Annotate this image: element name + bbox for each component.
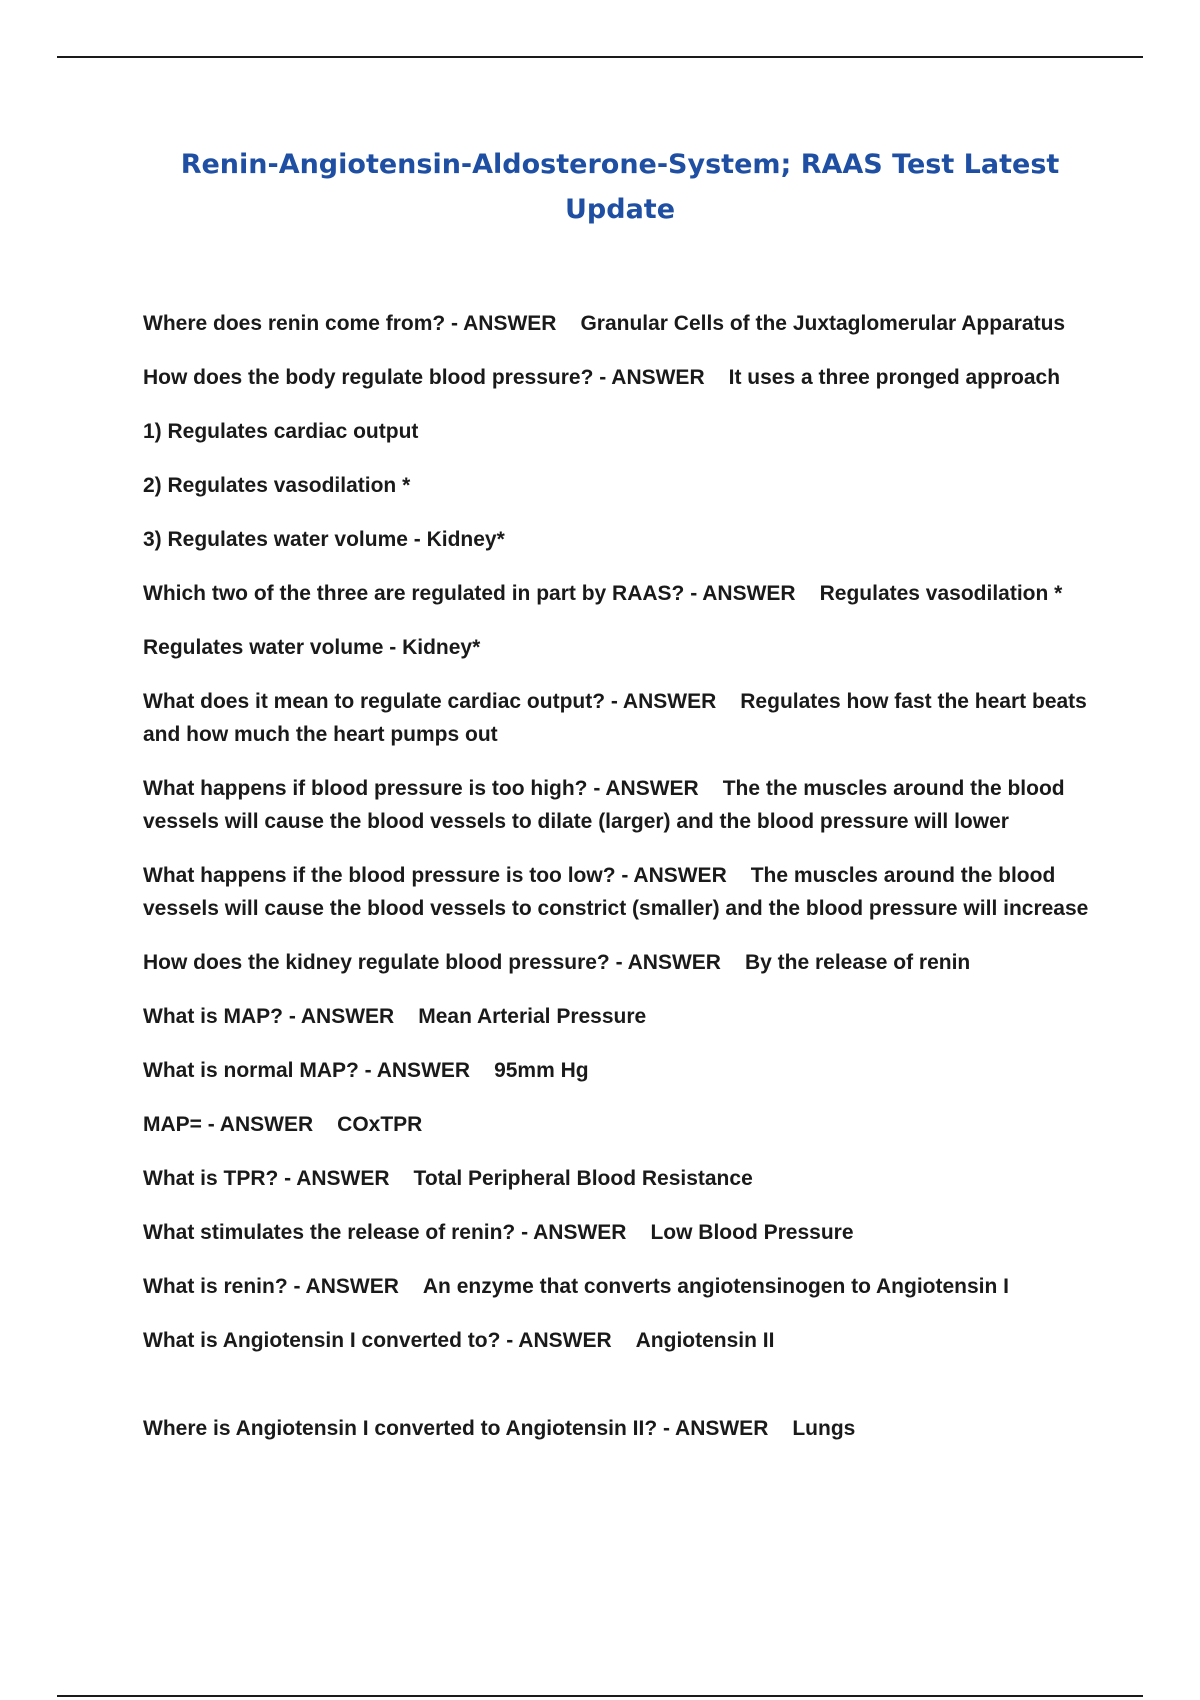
answer-text: COxTPR xyxy=(337,1113,423,1136)
answer-text: Lungs xyxy=(792,1417,856,1440)
qa-item xyxy=(143,859,1093,925)
qa-item xyxy=(143,1216,1093,1249)
list-item xyxy=(143,631,1093,664)
top-rule xyxy=(57,56,1143,58)
qa-item xyxy=(143,577,1093,610)
answer-text: The muscles around the blood vessels will cause the blood vessels to constrict (smaller) and the blood pressure will increase xyxy=(143,864,1089,920)
qa-item xyxy=(143,1324,1093,1357)
answer-text: 95mm Hg xyxy=(494,1059,589,1082)
question-text: Where is Angiotensin I converted to Angiotensin II? - ANSWER xyxy=(143,1417,769,1440)
qa-item xyxy=(143,1108,1093,1141)
answer-text: Total Peripheral Blood Resistance xyxy=(413,1167,753,1190)
answer-text: Mean Arterial Pressure xyxy=(418,1005,647,1028)
qa-item xyxy=(143,1270,1093,1303)
answer-text: The the muscles around the blood vessels will cause the blood vessels to dilate (larger) and the blood pressure will lower xyxy=(143,777,1065,833)
question-text: What happens if the blood pressure is too low? - ANSWER xyxy=(143,864,727,887)
qa-item xyxy=(143,1054,1093,1087)
question-text: What is normal MAP? - ANSWER xyxy=(143,1059,471,1082)
document-title: Renin-Angiotensin-Aldosterone-System; RAAS Test Latest Update xyxy=(180,149,1060,225)
question-text: What stimulates the release of renin? - ANSWER xyxy=(143,1221,627,1244)
answer-text: By the release of renin xyxy=(744,951,971,974)
qa-item xyxy=(143,685,1093,751)
qa-item xyxy=(143,946,1093,979)
question-text: Where does renin come from? - ANSWER xyxy=(143,312,557,335)
qa-item xyxy=(143,1000,1093,1033)
answer-text: It uses a three pronged approach xyxy=(728,366,1061,389)
answer-text: Angiotensin II xyxy=(635,1329,775,1352)
question-text: How does the kidney regulate blood pressure? - ANSWER xyxy=(143,951,721,974)
qa-item xyxy=(143,307,1093,340)
bottom-rule xyxy=(57,1695,1143,1697)
list-item-text: Regulates water volume - Kidney* xyxy=(143,636,481,659)
answer-text: Granular Cells of the Juxtaglomerular Apparatus xyxy=(580,312,1066,335)
answer-text: Regulates vasodilation * xyxy=(819,582,1063,605)
question-text: What is Angiotensin I converted to? - ANSWER xyxy=(143,1329,612,1352)
answer-text: Regulates how fast the heart beats and how much the heart pumps out xyxy=(143,690,1087,746)
list-item xyxy=(143,523,1093,556)
question-text: What happens if blood pressure is too high? - ANSWER xyxy=(143,777,699,800)
question-text: What is TPR? - ANSWER xyxy=(143,1167,390,1190)
qa-item xyxy=(143,1162,1093,1195)
question-text: What is MAP? - ANSWER xyxy=(143,1005,395,1028)
qa-list xyxy=(143,307,1093,1466)
question-text: How does the body regulate blood pressure? - ANSWER xyxy=(143,366,705,389)
answer-text: Low Blood Pressure xyxy=(650,1221,854,1244)
qa-item xyxy=(143,772,1093,838)
list-item xyxy=(143,415,1093,448)
list-item xyxy=(143,469,1093,502)
question-text: What does it mean to regulate cardiac output? - ANSWER xyxy=(143,690,717,713)
list-item-text: 3) Regulates water volume - Kidney* xyxy=(143,528,505,551)
list-item-text: 2) Regulates vasodilation * xyxy=(143,474,411,497)
list-item-text: 1) Regulates cardiac output xyxy=(143,420,419,443)
question-text: MAP= - ANSWER xyxy=(143,1113,314,1136)
question-text: What is renin? - ANSWER xyxy=(143,1275,399,1298)
qa-item xyxy=(143,1412,1093,1445)
question-text: Which two of the three are regulated in part by RAAS? - ANSWER xyxy=(143,582,796,605)
answer-text: An enzyme that converts angiotensinogen to Angiotensin I xyxy=(422,1275,1009,1298)
qa-item xyxy=(143,361,1093,394)
